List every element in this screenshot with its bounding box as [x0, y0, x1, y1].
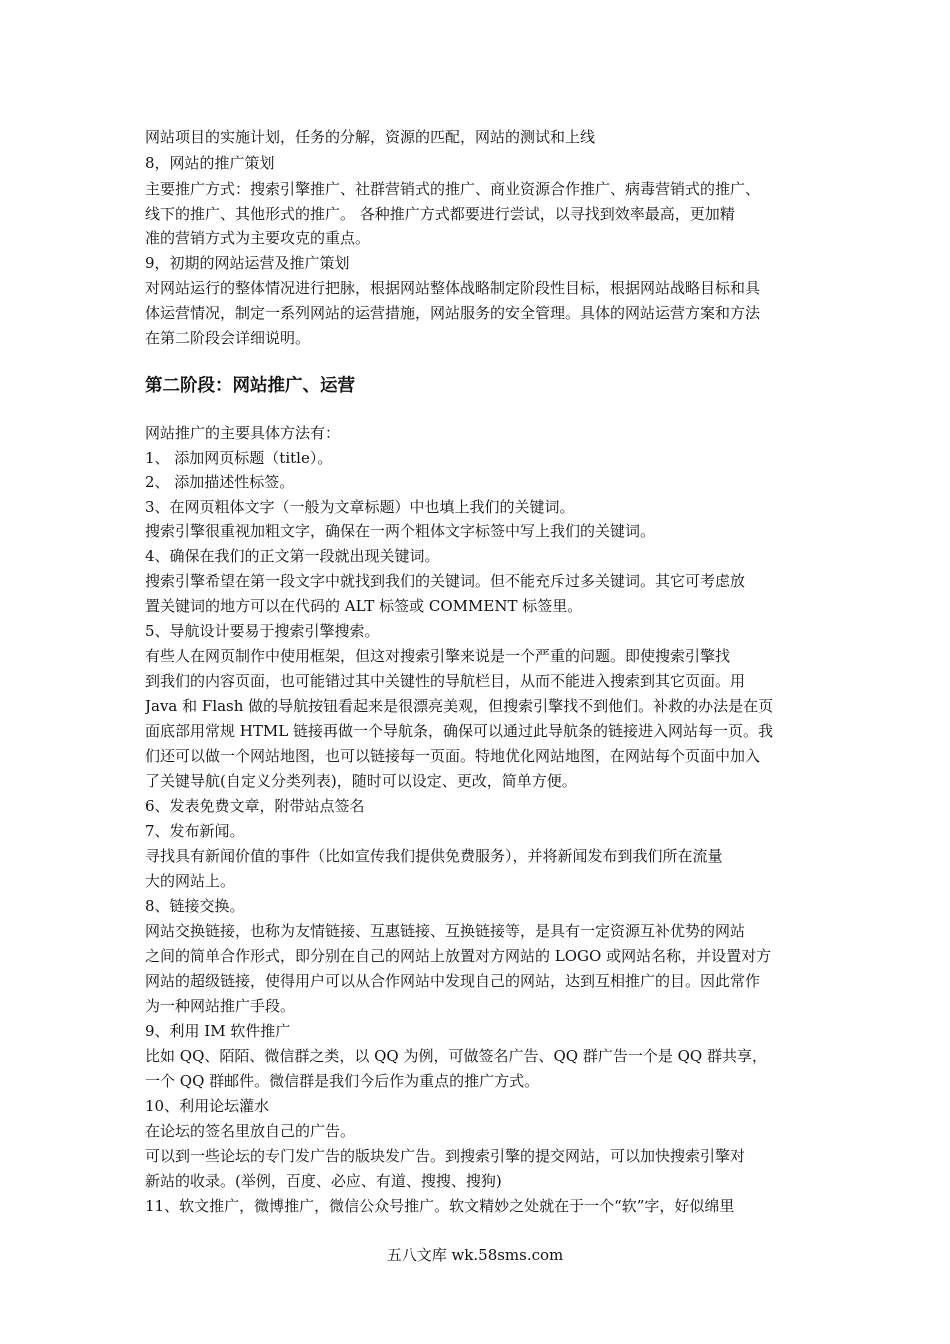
text-line: 5、导航设计要易于搜索引擎搜索。 [145, 622, 380, 640]
text-line: 9、利用 IM 软件推广 [145, 1022, 291, 1040]
text-line: 到我们的内容页面，也可能错过其中关键性的导航栏目，从而不能进入搜索到其它页面。用 [145, 672, 746, 690]
text-line: 6、发表免费文章，附带站点签名 [145, 797, 365, 815]
text-line: 7、发布新闻。 [145, 822, 245, 840]
text-line: 10、利用论坛灌水 [145, 1097, 270, 1115]
text-line: 在论坛的签名里放自己的广告。 [145, 1122, 356, 1140]
text-line: 3、在网页粗体文字（一般为文章标题）中也填上我们的关键词。 [145, 498, 575, 516]
text-line: 置关键词的地方可以在代码的 ALT 标签或 COMMENT 标签里。 [145, 597, 583, 615]
text-line: 11、软文推广，微博推广，微信公众号推广。软文精妙之处就在于一个“软”字，好似绵里 [145, 1197, 735, 1215]
text-line: 在第二阶段会详细说明。 [145, 329, 311, 347]
text-line: 线下的推广、其他形式的推广。 各种推广方式都要进行尝试，以寻找到效率最高，更加精 [145, 205, 735, 223]
text-line: 可以到一些论坛的专门发广告的版块发广告。到搜索引擎的提交网站，可以加快搜索引擎对 [145, 1147, 746, 1165]
text-line: 网站推广的主要具体方法有： [145, 424, 341, 442]
text-line: 之间的简单合作形式，即分别在自己的网站上放置对方网站的 LOGO 或网站名称，并设置对方 [145, 947, 772, 965]
text-line: 1、 添加网页标题（title）。 [145, 449, 333, 467]
text-line: 新站的收录。(举例，百度、必应、有道、搜搜、搜狗) [145, 1172, 502, 1190]
text-line: 9，初期的网站运营及推广策划 [145, 254, 350, 272]
text-line: 们还可以做一个网站地图，也可以链接每一页面。特地优化网站地图，在网站每个页面中加入 [145, 747, 761, 765]
text-line: Java 和 Flash 做的导航按钮看起来是很漂亮美观，但搜索引擎找不到他们。补救的办法是在页 [145, 697, 774, 715]
text-line: 8、链接交换。 [145, 897, 245, 915]
text-line: 8，网站的推广策划 [145, 154, 275, 172]
text-line: 面底部用常规 HTML 链接再做一个导航条，确保可以通过此导航条的链接进入网站每一页。我 [145, 722, 773, 740]
section-heading: 第二阶段：网站推广、运营 [145, 376, 355, 396]
text-line: 对网站运行的整体情况进行把脉，根据网站整体战略制定阶段性目标，根据网站战略目标和具 [145, 279, 761, 297]
text-line: 体运营情况，制定一系列网站的运营措施，网站服务的安全管理。具体的网站运营方案和方法 [145, 304, 761, 322]
text-line: 比如 QQ、陌陌、微信群之类，以 QQ 为例，可做签名广告、QQ 群广告一个是 QQ 群共享， [145, 1047, 767, 1065]
text-line: 2、 添加描述性标签。 [145, 473, 295, 491]
text-line: 为一种网站推广手段。 [145, 997, 296, 1015]
text-line: 寻找具有新闻价值的事件（比如宣传我们提供免费服务），并将新闻发布到我们所在流量 [145, 847, 723, 865]
text-line: 准的营销方式为主要攻克的重点。 [145, 229, 371, 247]
text-line: 4、确保在我们的正文第一段就出现关键词。 [145, 547, 440, 565]
text-line: 网站的超级链接，使得用户可以从合作网站中发现自己的网站，达到互相推广的目。因此常作 [145, 972, 761, 990]
text-line: 搜索引擎希望在第一段文字中就找到我们的关键词。但不能充斥过多关键词。其它可考虑放 [145, 572, 746, 590]
text-line: 大的网站上。 [145, 872, 236, 890]
page-footer: 五八文库 wk.58sms.com [386, 1246, 564, 1264]
text-line: 网站项目的实施计划，任务的分解，资源的匹配，网站的测试和上线 [145, 128, 596, 146]
text-line: 有些人在网页制作中使用框架，但这对搜索引擎来说是一个严重的问题。即使搜索引擎找 [145, 647, 731, 665]
text-line: 网站交换链接，也称为友情链接、互惠链接、互换链接等，是具有一定资源互补优势的网站 [145, 922, 746, 940]
text-line: 一个 QQ 群邮件。微信群是我们今后作为重点的推广方式。 [145, 1072, 540, 1090]
text-line: 搜索引擎很重视加粗文字，确保在一两个粗体文字标签中写上我们的关键词。 [145, 522, 656, 540]
text-line: 主要推广方式：搜索引擎推广、社群营销式的推广、商业资源合作推广、病毒营销式的推广、 [145, 180, 761, 198]
text-line: 了关键导航(自定义分类列表)，随时可以设定、更改，简单方便。 [145, 772, 577, 790]
